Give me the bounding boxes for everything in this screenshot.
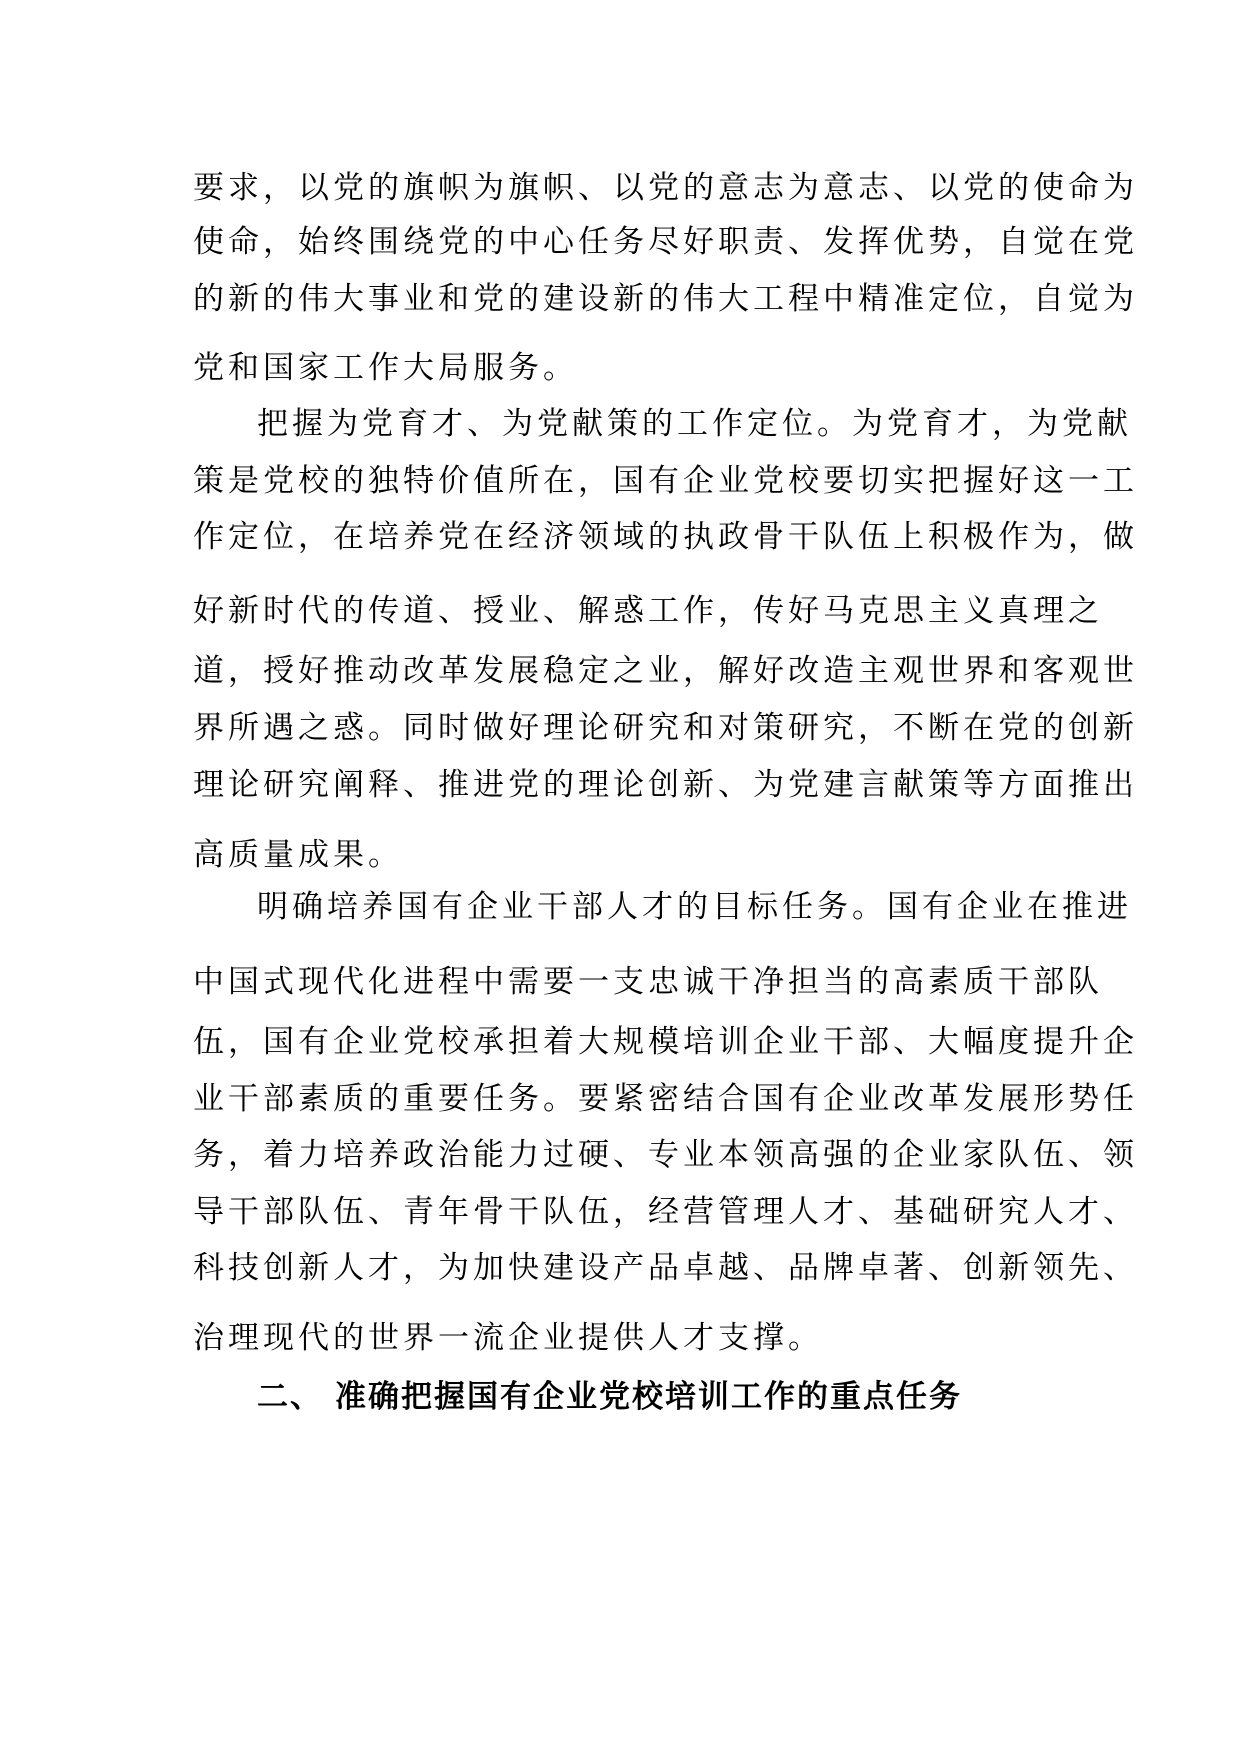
text-line: 道，授好推动改革发展稳定之业，解好改造主观世界和客观世 [193,653,1138,689]
text-line: 中国式现代化进程中需要一支忠诚干净担当的高素质干部队 [193,964,1103,1000]
text-line: 务，着力培养政治能力过硬、专业本领高强的企业家队伍、领 [193,1137,1138,1173]
section-number: 二、 [257,1379,323,1415]
text-line: 界所遇之惑。同时做好理论研究和对策研究，不断在党的创新 [193,710,1138,746]
text-line: 科技创新人才，为加快建设产品卓越、品牌卓著、创新领先、 [193,1250,1138,1286]
text-line: 的新的伟大事业和党的建设新的伟大工程中精准定位，自觉为 [193,281,1138,317]
text-line: 导干部队伍、青年骨干队伍，经营管理人才、基础研究人才、 [193,1194,1138,1230]
text-line: 党和国家工作大局服务。 [193,350,578,386]
text-line: 使命，始终围绕党的中心任务尽好职责、发挥优势，自觉在党 [193,224,1138,260]
paragraph-start-line: 明确培养国有企业干部人才的目标任务。国有企业在推进 [257,889,1132,925]
text-line: 策是党校的独特价值所在，国有企业党校要切实把握好这一工 [193,463,1138,499]
paragraph-start-line: 把握为党育才、为党献策的工作定位。为党育才，为党献 [257,406,1132,442]
text-line: 要求，以党的旗帜为旗帜、以党的意志为意志、以党的使命为 [193,170,1138,206]
text-line: 治理现代的世界一流企业提供人才支撑。 [193,1320,823,1356]
text-line: 好新时代的传道、授业、解惑工作，传好马克思主义真理之 [193,593,1103,629]
text-line: 高质量成果。 [193,837,403,873]
text-line: 业干部素质的重要任务。要紧密结合国有企业改革发展形势任 [193,1081,1138,1117]
text-line: 伍，国有企业党校承担着大规模培训企业干部、大幅度提升企 [193,1024,1138,1060]
text-line: 作定位，在培养党在经济领域的执政骨干队伍上积极作为，做 [193,519,1138,555]
section-title: 准确把握国有企业党校培训工作的重点任务 [335,1379,962,1415]
text-line: 理论研究阐释、推进党的理论创新、为党建言献策等方面推出 [193,767,1138,803]
section-heading [257,1377,1077,1417]
